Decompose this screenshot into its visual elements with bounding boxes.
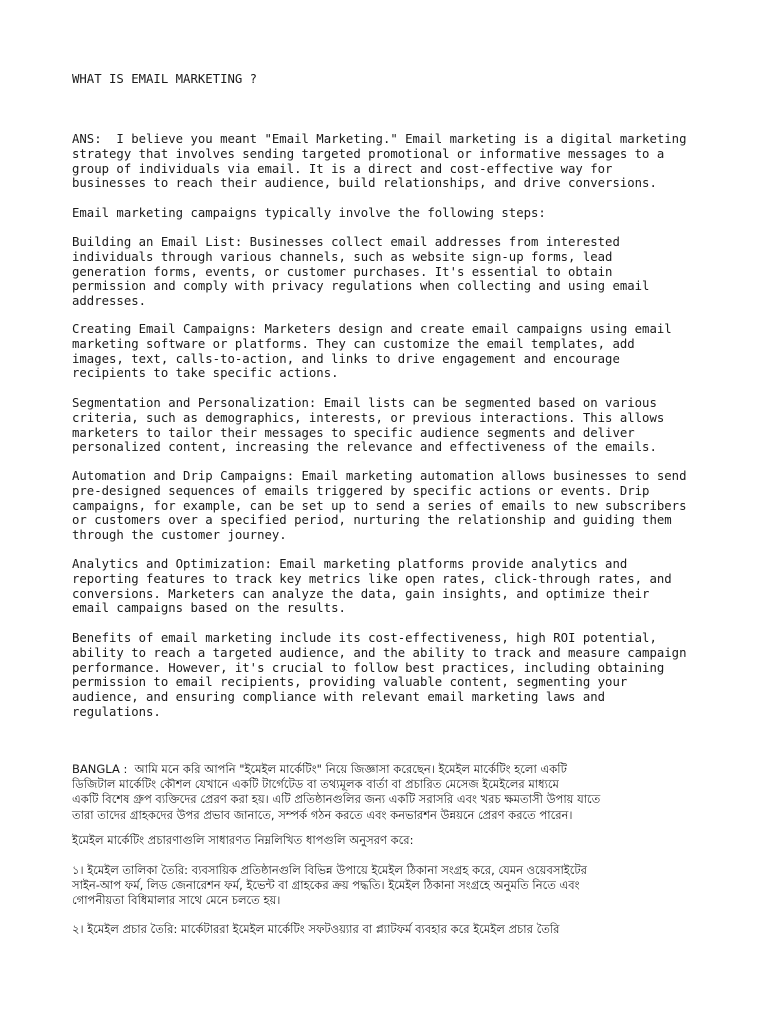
document-title: WHAT IS EMAIL MARKETING ? (72, 72, 258, 86)
answer-paragraph: ANS: I believe you meant "Email Marketing." Email marketing is a digital marketing strategy that involves sending targeted promotional or informative messages to a group of individuals via email. It is a direct and cost-effective way for businesses to reach their audience, build relationships, and drive conversions. (72, 132, 687, 191)
bangla-steps-intro: ইমেইল মার্কেটিং প্রচারণাগুলি সাধারণত নিম্নলিখিত ধাপগুলি অনুসরণ করে: (72, 833, 414, 847)
automation-paragraph: Automation and Drip Campaigns: Email marketing automation allows businesses to send pre-designed sequences of emails triggered by specific actions or events. Drip campaigns, for example, can be set up to send a series of emails to new subscribers or customers over a specified period, nurturing the relationship and guiding them through the customer journey. (72, 469, 687, 543)
creating-campaigns-paragraph: Creating Email Campaigns: Marketers design and create email campaigns using email marketing software or platforms. They can customize the email templates, add images, text, calls-to-action, and links to drive engagement and encourage recipients to take specific actions. (72, 322, 672, 381)
analytics-paragraph: Analytics and Optimization: Email marketing platforms provide analytics and reporting features to track key metrics like open rates, click-through rates, and conversions. Marketers can analyze the data, gain insights, and optimize their email campaigns based on the results. (72, 557, 672, 616)
segmentation-paragraph: Segmentation and Personalization: Email lists can be segmented based on various criteria, such as demographics, interests, or previous interactions. This allows marketers to tailor their messages to specific audience segments and deliver personalized content, increasing the relevance and effectiveness of the emails. (72, 396, 665, 455)
bangla-step-two-paragraph: ২। ইমেইল প্রচার তৈরি: মার্কেটাররা ইমেইল মার্কেটিং সফটওয়্যার বা প্ল্যাটফর্ম ব্যবহার করে ইমেইল প্রচার তৈরি (72, 922, 560, 936)
bangla-answer-paragraph: BANGLA : আমি মনে করি আপনি "ইমেইল মার্কেটিং" নিয়ে জিজ্ঞাসা করেছেন। ইমেইল মার্কেটিং হলো একটি ডিজিটাল মার্কেটিং কৌশল যেখানে একটি টার্গেটেড বা তথ্যমূলক বার্তা বা প্রচারিত মেসেজ ইমেইলের মাধ্যমে একটি বিশেষ গ্রুপ ব্যক্তিদের প্রেরণ করা হয়। এটি প্রতিষ্ঠানগুলির জন্য একটি সরাসরি এবং খরচ ক্ষমতাসী উপায় যাতে তারা তাদের গ্রাহকদের উপর প্রভাব জানাতে, সম্পর্ক গঠন করতে এবং কনভারশন উন্নয়নে প্রেরণ করতে পারেন। (72, 762, 601, 822)
building-email-list-paragraph: Building an Email List: Businesses collect email addresses from interested individuals through various channels, such as website sign-up forms, lead generation forms, events, or customer purchases. It's essential to obtain permission and comply with privacy regulations when collecting and using email addresses. (72, 235, 650, 309)
steps-intro: Email marketing campaigns typically involve the following steps: (72, 206, 546, 220)
bangla-step-one-paragraph: ১। ইমেইল তালিকা তৈরি: ব্যবসায়িক প্রতিষ্ঠানগুলি বিভিন্ন উপায়ে ইমেইল ঠিকানা সংগ্রহ করে, যেমন ওয়েবসাইটের সাইন-আপ ফর্ম, লিড জেনারেশন ফর্ম, ইভেন্ট বা গ্রাহকের ক্রয় পদ্ধতি। ইমেইল ঠিকানা সংগ্রহে অনুমতি নিতে এবং গোপনীয়তা বিধিমালার সাথে মেনে চলতে হয়। (72, 863, 587, 908)
benefits-paragraph: Benefits of email marketing include its cost-effectiveness, high ROI potential, ability to reach a targeted audience, and the ability to track and measure campaign performance. However, it's crucial to follow best practices, including obtaining permission to email recipients, providing valuable content, segmenting your audience, and ensuring compliance with relevant email marketing laws and regulations. (72, 631, 687, 719)
